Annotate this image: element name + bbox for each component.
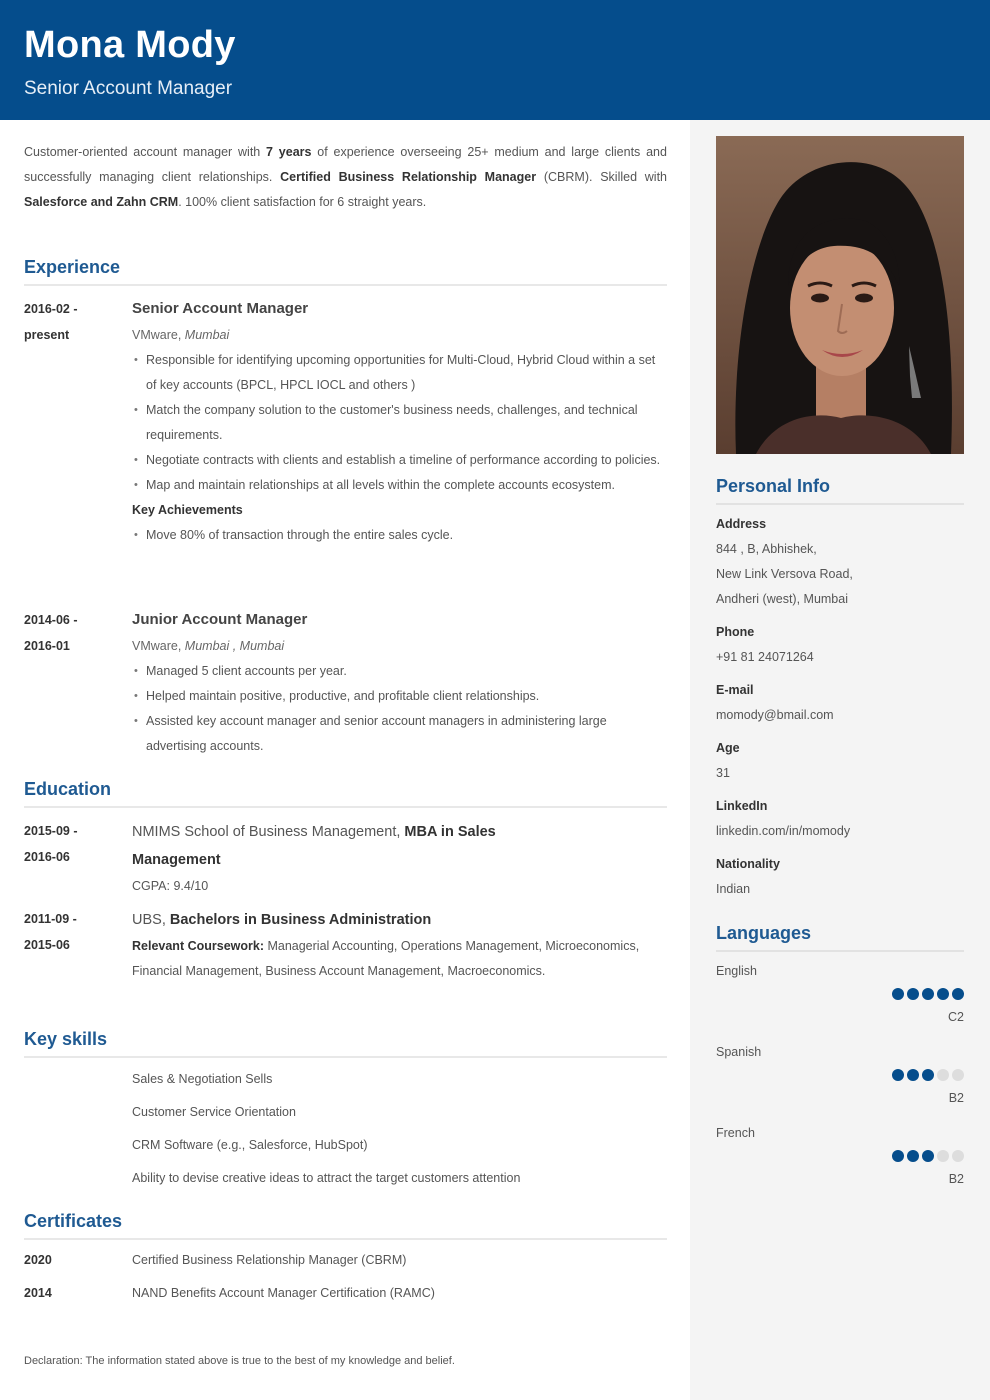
certificate-year: 2014	[24, 1286, 52, 1300]
job-bullets	[132, 348, 667, 498]
personal-info	[716, 512, 964, 902]
address-line: New Link Versova Road,	[716, 567, 853, 581]
job-company: VMware, Mumbai	[132, 328, 230, 342]
language-item	[716, 1126, 964, 1206]
candidate-name: Mona Mody	[24, 24, 236, 66]
list-item: • Assisted key account manager and senior account managers in administering large advertising accounts.	[132, 709, 667, 759]
rating-dot-filled	[922, 988, 934, 1000]
job-bullets	[132, 659, 667, 759]
nationality-value: Indian	[716, 882, 751, 896]
email-value: momody@bmail.com	[716, 708, 834, 722]
personal-info-heading: Personal Info	[716, 476, 964, 505]
job-title: Senior Account Manager	[132, 300, 309, 317]
rating-dot-filled	[937, 988, 949, 1000]
list-item: • Move 80% of transaction through the entire sales cycle.	[132, 523, 667, 548]
list-item: • Managed 5 client accounts per year.	[132, 659, 667, 684]
list-item: Ability to devise creative ideas to attract the target customers attention	[132, 1171, 521, 1185]
certificate-name: Certified Business Relationship Manager (CBRM)	[132, 1253, 407, 1267]
email-label: E-mail	[716, 683, 754, 697]
job-title: Junior Account Manager	[132, 611, 308, 628]
language-level: B2	[948, 1091, 964, 1105]
entry-date: 2016-02 - present	[24, 302, 78, 342]
rating-dot-empty	[952, 1069, 964, 1081]
list-item: • Negotiate contracts with clients and establish a timeline of performance according to policies.	[132, 448, 667, 473]
list-item: • Responsible for identifying upcoming opportunities for Multi-Cloud, Hybrid Cloud within a set of key accounts (BPCL, HPCL IOCL and others )	[132, 348, 667, 398]
rating-dot-filled	[922, 1150, 934, 1162]
education-coursework: Relevant Coursework: Managerial Accounting, Operations Management, Microeconomics, Financial Management, Business Account Management, Macroeconomics.	[132, 939, 640, 978]
education-heading: Education	[24, 779, 667, 808]
language-item	[716, 964, 964, 1044]
rating-dot-empty	[952, 1150, 964, 1162]
rating-dot-empty	[937, 1069, 949, 1081]
skills-list	[132, 1063, 667, 1195]
rating-dot-filled	[952, 988, 964, 1000]
list-item: Sales & Negotiation Sells	[132, 1072, 273, 1086]
phone-value: +91 81 24071264	[716, 650, 814, 664]
main-column	[0, 120, 690, 1400]
education-degree: UBS, Bachelors in Business Administration	[132, 912, 432, 928]
language-level: B2	[948, 1172, 964, 1186]
list-item: CRM Software (e.g., Salesforce, HubSpot)	[132, 1138, 368, 1152]
address-label: Address	[716, 517, 767, 531]
rating-dot-empty	[937, 1150, 949, 1162]
language-name: French	[716, 1126, 755, 1140]
experience-heading: Experience	[24, 257, 667, 286]
job-company: VMware, Mumbai , Mumbai	[132, 639, 285, 653]
list-item: Customer Service Orientation	[132, 1105, 296, 1119]
age-label: Age	[716, 741, 740, 755]
certificates-heading: Certificates	[24, 1211, 667, 1240]
language-name: Spanish	[716, 1045, 762, 1059]
address-line: Andheri (west), Mumbai	[716, 592, 848, 606]
rating-dot-filled	[907, 988, 919, 1000]
rating-dot-filled	[892, 988, 904, 1000]
resume-header	[0, 0, 990, 120]
list-item: • Map and maintain relationships at all levels within the complete accounts ecosystem.	[132, 473, 667, 498]
certificate-row	[24, 1244, 667, 1277]
education-grade: CGPA: 9.4/10	[132, 879, 209, 893]
phone-label: Phone	[716, 625, 755, 639]
profile-summary: Customer-oriented account manager with 7 years of experience overseeing 25+ medium and large clients and successfully managing client relationships. Certified Business Relationship Manager (CBRM). Skilled with Salesforce and Zahn CRM. 100% client satisfaction for 6 straight years.	[24, 145, 668, 209]
rating-dot-filled	[907, 1069, 919, 1081]
entry-date: 2015-09 - 2016-06	[24, 824, 78, 864]
declaration-text: Declaration: The information stated above is true to the best of my knowledge and belief.	[24, 1355, 455, 1367]
skills-heading: Key skills	[24, 1029, 667, 1058]
languages-heading: Languages	[716, 923, 964, 952]
certificate-year: 2020	[24, 1253, 52, 1267]
list-item: • Helped maintain positive, productive, and profitable client relationships.	[132, 684, 667, 709]
candidate-title: Senior Account Manager	[24, 78, 233, 99]
linkedin-value: linkedin.com/in/momody	[716, 824, 851, 838]
rating-dot-filled	[892, 1069, 904, 1081]
age-value: 31	[716, 766, 730, 780]
language-rating	[892, 988, 964, 1000]
linkedin-label: LinkedIn	[716, 799, 768, 813]
language-rating	[892, 1150, 964, 1162]
rating-dot-filled	[892, 1150, 904, 1162]
education-degree: NMIMS School of Business Management, MBA in Sales Management	[132, 824, 496, 868]
key-achievements-label: Key Achievements	[132, 503, 243, 517]
entry-date: 2014-06 - 2016-01	[24, 613, 78, 653]
language-name: English	[716, 964, 757, 978]
certificate-row	[24, 1277, 667, 1310]
language-rating	[892, 1069, 964, 1081]
rating-dot-filled	[922, 1069, 934, 1081]
entry-date: 2011-09 - 2015-06	[24, 912, 77, 952]
nationality-label: Nationality	[716, 857, 780, 871]
language-item	[716, 1045, 964, 1125]
rating-dot-filled	[907, 1150, 919, 1162]
portrait-image	[716, 136, 964, 454]
profile-photo	[716, 136, 964, 454]
address-line: 844 , B, Abhishek,	[716, 542, 817, 556]
certificate-name: NAND Benefits Account Manager Certification (RAMC)	[132, 1286, 435, 1300]
sidebar	[690, 120, 990, 1400]
list-item: • Match the company solution to the customer's business needs, challenges, and technical requirements.	[132, 398, 667, 448]
language-level: C2	[948, 1010, 964, 1024]
